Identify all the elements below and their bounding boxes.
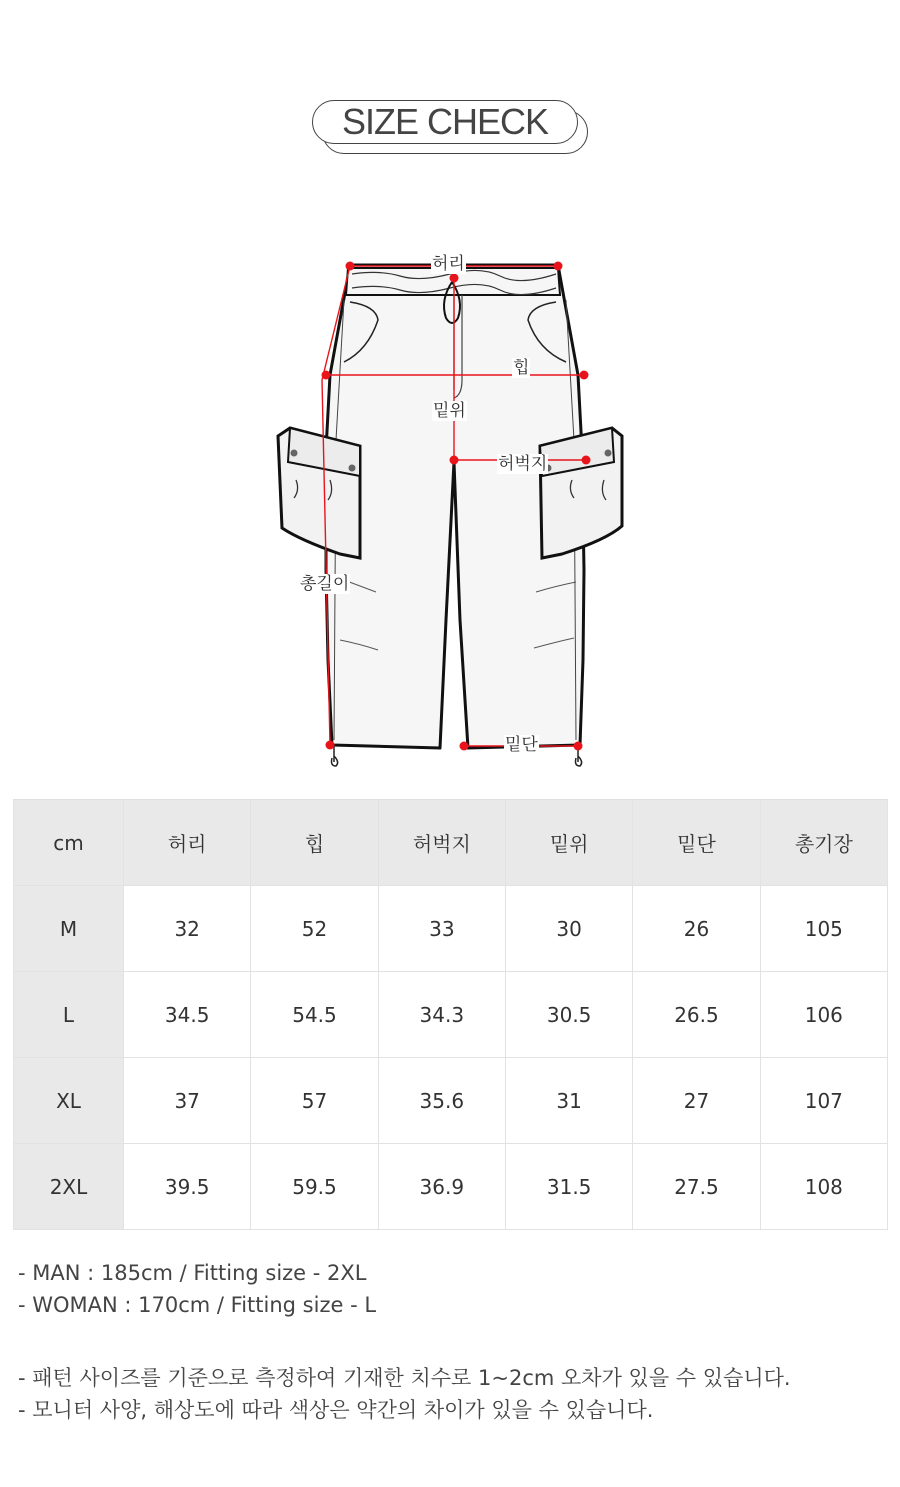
table-cell: 32 [124, 886, 251, 972]
disclaimer-notes [18, 1362, 791, 1426]
header-hip: 힙 [251, 800, 378, 886]
table-cell: 36.9 [378, 1144, 505, 1230]
label-length: 총길이 [300, 574, 350, 594]
table-cell: 57 [251, 1058, 378, 1144]
header-total-length: 총기장 [760, 800, 887, 886]
header-hem: 밑단 [633, 800, 760, 886]
table-row [14, 886, 888, 972]
table-cell: 105 [760, 886, 887, 972]
size-label: M [14, 886, 124, 972]
table-cell: 26 [633, 886, 760, 972]
size-label: 2XL [14, 1144, 124, 1230]
header-thigh: 허벅지 [378, 800, 505, 886]
table-cell: 27.5 [633, 1144, 760, 1230]
table-cell: 59.5 [251, 1144, 378, 1230]
fitting-note-man: - MAN : 185cm / Fitting size - 2XL [18, 1261, 367, 1285]
table-cell: 35.6 [378, 1058, 505, 1144]
table-cell: 52 [251, 886, 378, 972]
table-row [14, 1058, 888, 1144]
label-hip: 힙 [513, 358, 530, 378]
table-cell: 31.5 [505, 1144, 632, 1230]
table-cell: 34.5 [124, 972, 251, 1058]
table-row [14, 1144, 888, 1230]
header-unit: cm [14, 800, 124, 886]
table-cell: 37 [124, 1058, 251, 1144]
pants-illustration [0, 240, 900, 780]
table-cell: 34.3 [378, 972, 505, 1058]
table-header-row [14, 800, 888, 886]
fitting-note-woman: - WOMAN : 170cm / Fitting size - L [18, 1293, 377, 1317]
page-title: SIZE CHECK [312, 100, 578, 144]
label-hem: 밑단 [505, 735, 538, 755]
header-waist: 허리 [124, 800, 251, 886]
size-label: L [14, 972, 124, 1058]
disclaimer-color: - 모니터 사양, 해상도에 따라 색상은 약간의 차이가 있을 수 있습니다. [18, 1398, 654, 1422]
table-cell: 108 [760, 1144, 887, 1230]
table-cell: 107 [760, 1058, 887, 1144]
label-rise: 밑위 [433, 401, 466, 421]
header-rise: 밑위 [505, 800, 632, 886]
size-table [13, 799, 888, 1230]
table-cell: 106 [760, 972, 887, 1058]
table-cell: 54.5 [251, 972, 378, 1058]
pants-diagram [0, 240, 900, 780]
label-waist: 허리 [432, 254, 465, 274]
fitting-notes [18, 1257, 376, 1321]
table-cell: 39.5 [124, 1144, 251, 1230]
table-cell: 27 [633, 1058, 760, 1144]
size-label: XL [14, 1058, 124, 1144]
label-thigh: 허벅지 [498, 454, 548, 474]
size-check-badge [312, 100, 590, 156]
table-cell: 26.5 [633, 972, 760, 1058]
table-cell: 33 [378, 886, 505, 972]
table-row [14, 972, 888, 1058]
disclaimer-measurement: - 패턴 사이즈를 기준으로 측정하여 기재한 치수로 1~2cm 오차가 있을 수 있습니다. [18, 1366, 791, 1390]
table-cell: 31 [505, 1058, 632, 1144]
table-cell: 30 [505, 886, 632, 972]
table-cell: 30.5 [505, 972, 632, 1058]
